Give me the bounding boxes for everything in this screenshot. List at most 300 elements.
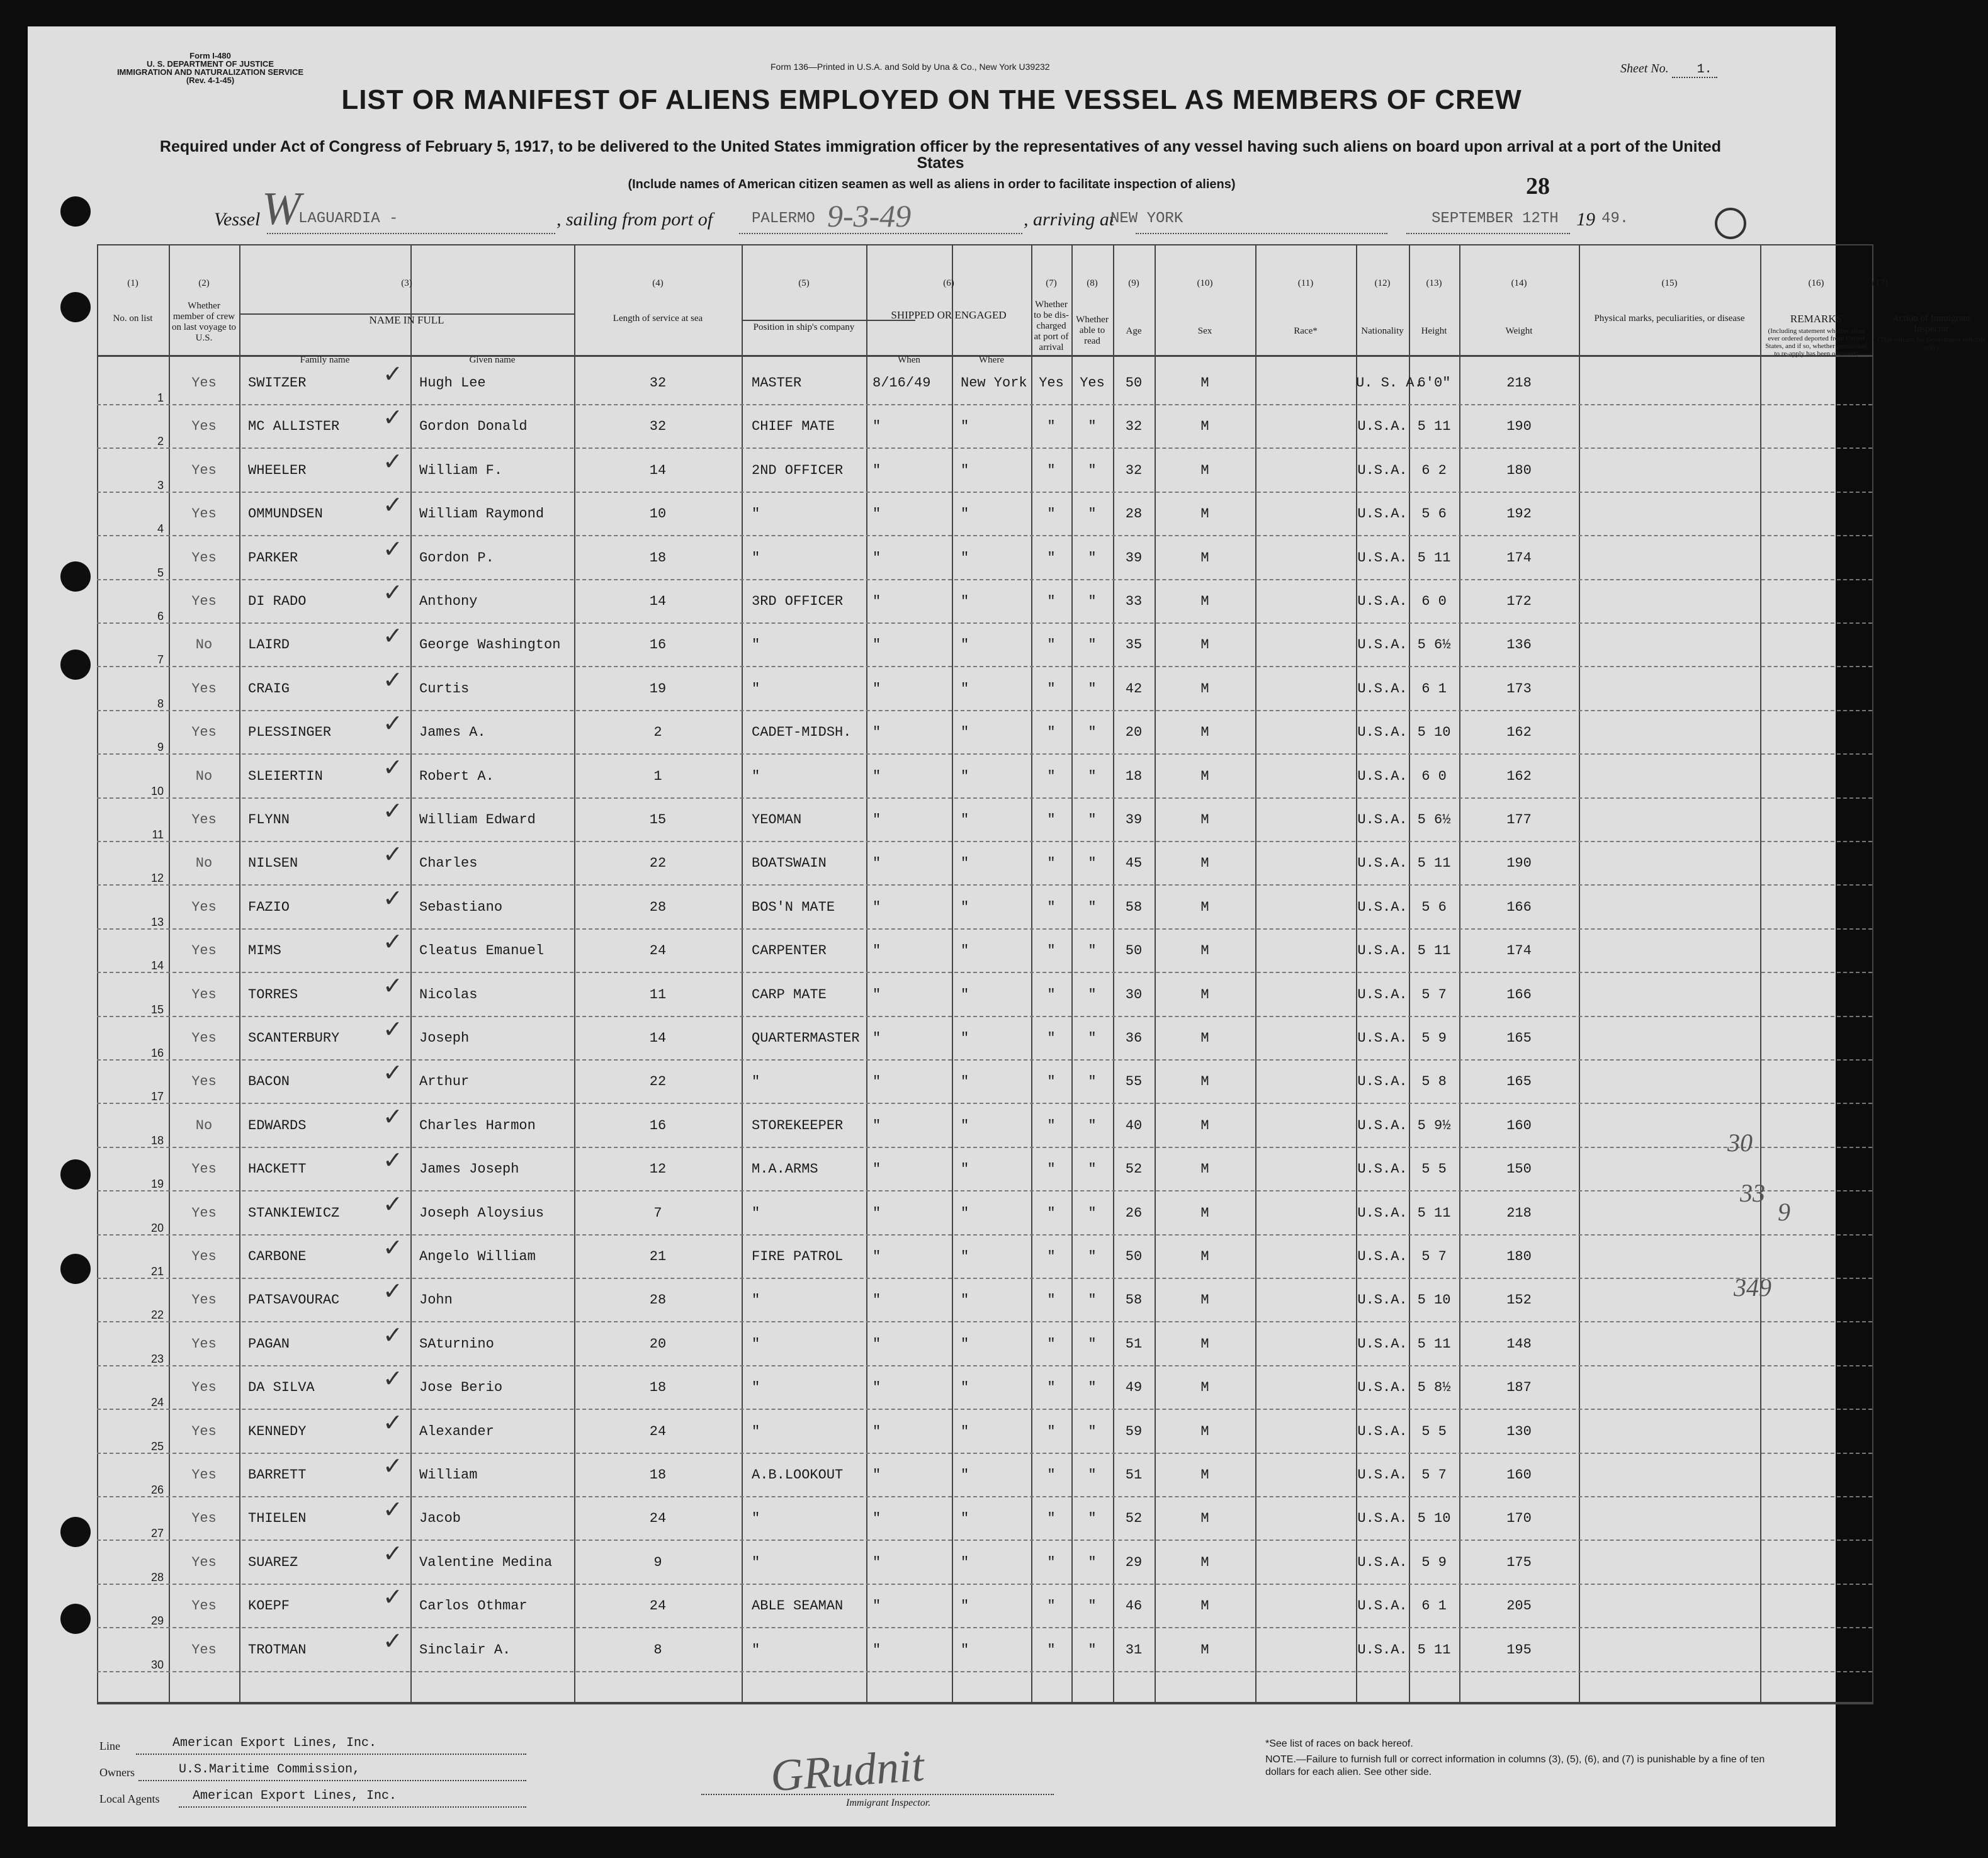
cell-height: 5 11 <box>1417 549 1451 566</box>
cell-sex: M <box>1200 680 1209 697</box>
cell-read: " <box>1088 1467 1097 1483</box>
cell-nationality: U.S.A. <box>1357 986 1408 1003</box>
cell-age: 46 <box>1125 1598 1143 1614</box>
cell-age: 51 <box>1125 1336 1143 1352</box>
cell-row-number: 19 <box>150 1178 164 1191</box>
cell-given-name: Charles Harmon <box>419 1117 536 1134</box>
check-mark: ✓ <box>383 667 403 694</box>
cell-nationality: U.S.A. <box>1357 1030 1408 1046</box>
cell-age: 52 <box>1125 1161 1143 1178</box>
header-race: Race* <box>1294 326 1318 336</box>
cell-nationality: U.S.A. <box>1357 1423 1408 1439</box>
cell-when: " <box>873 1423 881 1439</box>
cell-given-name: Alexander <box>419 1423 494 1439</box>
cell-prev-voyage: Yes <box>191 724 217 741</box>
cell-height: 5 6½ <box>1417 637 1451 653</box>
cell-given-name: William F. <box>419 462 503 478</box>
cell-when: " <box>873 1641 881 1658</box>
cell-row-number: 6 <box>157 610 164 622</box>
cell-age: 31 <box>1125 1641 1143 1658</box>
check-mark: ✓ <box>383 929 403 956</box>
cell-row-number: 29 <box>150 1614 164 1628</box>
cell-family-name: PATSAVOURAC <box>248 1292 340 1309</box>
cell-row-number: 8 <box>157 697 164 710</box>
cell-nationality: U.S.A. <box>1357 1117 1408 1134</box>
cell-nationality: U.S.A. <box>1357 899 1408 915</box>
cell-discharged: " <box>1047 549 1056 566</box>
check-mark: ✓ <box>383 1191 403 1218</box>
cell-where: " <box>961 506 969 522</box>
column-number: (13) <box>1426 278 1442 288</box>
cell-weight: 177 <box>1506 812 1532 828</box>
cell-read: " <box>1088 1554 1097 1570</box>
cell-height: 5 5 <box>1421 1161 1447 1178</box>
row-rule <box>97 1540 1872 1541</box>
row-rule <box>97 622 1872 624</box>
cell-given-name: William Raymond <box>419 506 545 522</box>
races-note: *See list of races on back hereof. <box>1265 1738 1413 1749</box>
cell-where: " <box>961 594 969 609</box>
cell-sex: M <box>1200 1249 1209 1264</box>
cell-where: " <box>961 1336 969 1352</box>
cell-sex: M <box>1200 419 1209 435</box>
cell-sex: M <box>1200 1205 1209 1221</box>
cell-nationality: U.S.A. <box>1357 1161 1408 1178</box>
cell-where: " <box>961 768 969 784</box>
cell-nationality: U.S.A. <box>1357 506 1408 522</box>
cell-given-name: Curtis <box>419 680 470 697</box>
cell-position: " <box>752 1423 760 1439</box>
year-prefix: 19 <box>1576 209 1595 230</box>
cell-nationality: U.S.A. <box>1357 1641 1408 1658</box>
cell-prev-voyage: Yes <box>191 1074 217 1090</box>
cell-height: 6 2 <box>1421 462 1447 478</box>
cell-sex: M <box>1200 855 1209 872</box>
cell-position: STOREKEEPER <box>752 1117 844 1134</box>
cell-service: 14 <box>649 594 667 609</box>
cell-read: " <box>1088 943 1097 959</box>
manifest-sheet <box>28 26 1985 1827</box>
header-where: Where <box>979 355 1004 365</box>
cell-weight: 174 <box>1506 943 1532 959</box>
handwritten-number: 28 <box>1526 173 1550 200</box>
cell-row-number: 28 <box>150 1570 164 1584</box>
row-rule <box>97 1016 1872 1017</box>
cell-height: 5 8 <box>1421 1074 1447 1090</box>
check-mark: ✓ <box>383 711 403 738</box>
cell-when: " <box>873 1554 881 1570</box>
cell-given-name: John <box>419 1292 453 1309</box>
cell-where: " <box>961 1380 969 1396</box>
cell-given-name: Valentine Medina <box>419 1554 553 1570</box>
sheet-number-label: Sheet No. <box>1620 62 1669 76</box>
check-mark: ✓ <box>383 1147 403 1174</box>
cell-sex: M <box>1200 724 1209 741</box>
form-id-line: Form I-480 <box>189 51 231 60</box>
cell-weight: 160 <box>1506 1117 1532 1134</box>
row-rule <box>97 1321 1872 1322</box>
sailing-port: PALERMO <box>752 210 815 227</box>
cell-sex: M <box>1200 1161 1209 1178</box>
cell-family-name: TROTMAN <box>248 1641 307 1658</box>
header-age: Age <box>1126 326 1142 336</box>
cell-where: " <box>961 1117 969 1134</box>
cell-prev-voyage: Yes <box>191 506 217 522</box>
table-top-rule <box>97 244 1872 245</box>
cell-family-name: FAZIO <box>248 899 290 915</box>
cell-family-name: CARBONE <box>248 1249 307 1264</box>
row-rule <box>97 1365 1872 1366</box>
cell-read: Yes <box>1080 375 1105 391</box>
column-number: (16) <box>1808 278 1824 288</box>
cell-prev-voyage: Yes <box>191 1641 217 1658</box>
cell-where: " <box>961 1554 969 1570</box>
cell-age: 18 <box>1125 768 1143 784</box>
cell-prev-voyage: Yes <box>191 1467 217 1483</box>
sheet-number-value: 1. <box>1672 62 1717 78</box>
cell-read: " <box>1088 1598 1097 1614</box>
port-underline <box>739 232 1022 234</box>
cell-nationality: U.S.A. <box>1357 419 1408 435</box>
check-mark: ✓ <box>383 1584 403 1611</box>
cell-nationality: U.S.A. <box>1357 1292 1408 1309</box>
header-crew-last-voyage: Whether member of crew on last voyage to U.S. <box>171 301 237 343</box>
document-subtitle: Required under Act of Congress of February 5, 1917, to be delivered to the United States immigration officer by the representatives of any vessel having such aliens on board upon arrival at a port of the United States <box>159 138 1722 172</box>
cell-read: " <box>1088 1205 1097 1221</box>
cell-age: 51 <box>1125 1467 1143 1483</box>
cell-prev-voyage: Yes <box>191 1554 217 1570</box>
cell-discharged: " <box>1047 1161 1056 1178</box>
punch-hole <box>60 561 91 592</box>
column-number: (1) <box>127 278 138 288</box>
cell-service: 14 <box>649 1030 667 1046</box>
header-able-to-read: Whether able to read <box>1076 315 1109 346</box>
cell-where: " <box>961 1641 969 1658</box>
cell-position: " <box>752 680 760 697</box>
cell-service: 19 <box>649 680 667 697</box>
cell-age: 36 <box>1125 1030 1143 1046</box>
circled-mark <box>1715 208 1746 239</box>
tally-mark: 30 <box>1727 1129 1753 1157</box>
cell-row-number: 7 <box>157 653 164 667</box>
cell-family-name: PARKER <box>248 549 298 566</box>
local-agents-label: Local Agents <box>99 1793 160 1805</box>
cell-read: " <box>1088 724 1097 741</box>
cell-given-name: James Joseph <box>419 1161 519 1178</box>
cell-weight: 166 <box>1506 899 1532 915</box>
cell-read: " <box>1088 899 1097 915</box>
line-underline <box>136 1752 526 1755</box>
row-rule <box>97 1627 1872 1628</box>
cell-given-name: William <box>419 1467 478 1483</box>
cell-discharged: " <box>1047 1074 1056 1090</box>
header-nationality: Nationality <box>1361 326 1404 336</box>
header-position: Position in ship's company <box>753 322 855 332</box>
row-rule <box>97 1409 1872 1410</box>
column-number: (14) <box>1511 278 1527 288</box>
cell-nationality: U.S.A. <box>1357 1511 1408 1527</box>
printer-line: Form 136—Printed in U.S.A. and Sold by Una & Co., New York U39232 <box>771 62 1050 72</box>
cell-read: " <box>1088 812 1097 828</box>
cell-position: CADET-MIDSH. <box>752 724 852 741</box>
row-rule <box>97 492 1872 493</box>
cell-where: " <box>961 680 969 697</box>
cell-service: 1 <box>653 768 662 784</box>
check-mark: ✓ <box>383 405 403 432</box>
cell-read: " <box>1088 1161 1097 1178</box>
cell-weight: 195 <box>1506 1641 1532 1658</box>
cell-row-number: 16 <box>150 1047 164 1059</box>
cell-position: " <box>752 549 760 566</box>
arrival-year: 49. <box>1601 210 1629 227</box>
cell-sex: M <box>1200 812 1209 828</box>
check-mark: ✓ <box>383 361 403 388</box>
cell-weight: 190 <box>1506 419 1532 435</box>
cell-position: " <box>752 1336 760 1352</box>
cell-service: 18 <box>649 549 667 566</box>
signature-underline <box>701 1793 1054 1795</box>
cell-where: " <box>961 1467 969 1483</box>
cell-when: " <box>873 1074 881 1090</box>
cell-nationality: U.S.A. <box>1357 812 1408 828</box>
form-id-line: U. S. DEPARTMENT OF JUSTICE <box>147 59 274 69</box>
cell-age: 33 <box>1125 594 1143 609</box>
cell-weight: 172 <box>1506 594 1532 609</box>
cell-given-name: Joseph Aloysius <box>419 1205 545 1221</box>
header-given-name: Given name <box>469 355 516 365</box>
header-inspector-action: Action of Immigrant Inspector <box>1892 313 1971 334</box>
cell-family-name: NILSEN <box>248 855 298 872</box>
row-rule <box>97 448 1872 449</box>
tally-mark: 33 <box>1740 1179 1765 1207</box>
cell-row-number: 15 <box>150 1003 164 1016</box>
row-rule <box>97 1496 1872 1497</box>
cell-height: 5 8½ <box>1417 1380 1451 1396</box>
cell-when: 8/16/49 <box>873 375 931 391</box>
column-rule <box>1255 244 1257 1704</box>
cell-prev-voyage: Yes <box>191 594 217 609</box>
cell-weight: 218 <box>1506 375 1532 391</box>
cell-weight: 173 <box>1506 680 1532 697</box>
cell-age: 20 <box>1125 724 1143 741</box>
cell-given-name: Hugh Lee <box>419 375 486 391</box>
cell-weight: 165 <box>1506 1030 1532 1046</box>
arrival-date: SEPTEMBER 12TH <box>1432 210 1559 227</box>
cell-nationality: U.S.A. <box>1357 1598 1408 1614</box>
cell-nationality: U.S.A. <box>1357 855 1408 872</box>
column-number: (9) <box>1128 278 1139 288</box>
header-no-on-list: No. on list <box>113 313 153 324</box>
cell-when: " <box>873 1117 881 1134</box>
cell-read: " <box>1088 1030 1097 1046</box>
cell-read: " <box>1088 1511 1097 1527</box>
cell-row-number: 5 <box>157 566 164 579</box>
cell-row-number: 9 <box>157 741 164 754</box>
form-id-line: IMMIGRATION AND NATURALIZATION SERVICE <box>116 67 304 77</box>
cell-read: " <box>1088 768 1097 784</box>
column-number: (15) <box>1661 278 1678 288</box>
cell-family-name: SCANTERBURY <box>248 1030 340 1046</box>
vessel-handwriting: W <box>262 183 301 235</box>
cell-position: " <box>752 506 760 522</box>
cell-where: " <box>961 1292 969 1309</box>
form-id-line: (Rev. 4-1-45) <box>186 76 235 85</box>
row-rule <box>97 1059 1872 1061</box>
cell-read: " <box>1088 1380 1097 1396</box>
punch-hole <box>60 650 91 680</box>
cell-discharged: " <box>1047 812 1056 828</box>
cell-read: " <box>1088 986 1097 1003</box>
cell-row-number: 10 <box>150 784 164 797</box>
cell-position: MASTER <box>752 375 802 391</box>
cell-where: " <box>961 637 969 653</box>
cell-weight: 180 <box>1506 462 1532 478</box>
cell-service: 20 <box>649 1336 667 1352</box>
cell-age: 32 <box>1125 462 1143 478</box>
column-rule <box>952 244 953 1704</box>
cell-weight: 170 <box>1506 1511 1532 1527</box>
check-mark: ✓ <box>383 1497 403 1524</box>
check-mark: ✓ <box>383 623 403 650</box>
cell-age: 59 <box>1125 1423 1143 1439</box>
cell-where: " <box>961 986 969 1003</box>
cell-sex: M <box>1200 1336 1209 1352</box>
cell-sex: M <box>1200 899 1209 915</box>
inspector-label: Immigrant Inspector. <box>846 1798 931 1808</box>
cell-given-name: James A. <box>419 724 486 741</box>
row-rule <box>97 1278 1872 1279</box>
cell-discharged: Yes <box>1039 375 1064 391</box>
cell-height: 5 9½ <box>1417 1117 1451 1134</box>
cell-prev-voyage: Yes <box>191 1423 217 1439</box>
cell-when: " <box>873 899 881 915</box>
column-number: (12) <box>1374 278 1391 288</box>
cell-family-name: OMMUNDSEN <box>248 506 323 522</box>
cell-position: " <box>752 1205 760 1221</box>
cell-given-name: Carlos Othmar <box>419 1598 528 1614</box>
cell-where: " <box>961 724 969 741</box>
cell-row-number: 17 <box>150 1090 164 1103</box>
check-mark: ✓ <box>383 1278 403 1305</box>
cell-age: 50 <box>1125 943 1143 959</box>
cell-prev-voyage: Yes <box>191 1161 217 1178</box>
line-value: American Export Lines, Inc. <box>172 1736 377 1750</box>
cell-discharged: " <box>1047 1030 1056 1046</box>
cell-given-name: Gordon P. <box>419 549 494 566</box>
inspector-signature: GRudnit <box>769 1740 926 1801</box>
check-mark: ✓ <box>383 448 403 475</box>
cell-position: 2ND OFFICER <box>752 462 844 478</box>
cell-height: 5 10 <box>1417 1292 1451 1309</box>
punch-hole <box>60 1517 91 1547</box>
punch-hole <box>60 1604 91 1634</box>
cell-position: " <box>752 1641 760 1658</box>
arrival-underline <box>1136 232 1387 234</box>
row-rule <box>97 1453 1872 1454</box>
cell-sex: M <box>1200 462 1209 478</box>
agents-underline <box>179 1805 526 1808</box>
cell-prev-voyage: Yes <box>191 375 217 391</box>
cell-position: FIRE PATROL <box>752 1249 844 1264</box>
cell-discharged: " <box>1047 986 1056 1003</box>
cell-position: BOATSWAIN <box>752 855 827 872</box>
cell-row-number: 26 <box>150 1484 164 1496</box>
row-rule <box>97 1234 1872 1236</box>
row-rule <box>97 710 1872 711</box>
cell-given-name: Angelo William <box>419 1249 536 1264</box>
cell-when: " <box>873 1249 881 1264</box>
cell-where: " <box>961 812 969 828</box>
cell-service: 21 <box>649 1249 667 1264</box>
check-mark: ✓ <box>383 536 403 563</box>
cell-height: 5 9 <box>1421 1554 1447 1570</box>
row-rule <box>97 1671 1872 1672</box>
cell-weight: 150 <box>1506 1161 1532 1178</box>
cell-where: " <box>961 855 969 872</box>
header-weight: Weight <box>1505 326 1533 336</box>
header-physical-marks: Physical marks, peculiarities, or disease <box>1594 313 1745 324</box>
cell-prev-voyage: Yes <box>191 812 217 828</box>
cell-service: 32 <box>649 375 667 391</box>
cell-discharged: " <box>1047 1205 1056 1221</box>
cell-discharged: " <box>1047 943 1056 959</box>
cell-height: 6 1 <box>1421 1598 1447 1614</box>
cell-when: " <box>873 1336 881 1352</box>
row-rule <box>97 797 1872 799</box>
cell-read: " <box>1088 419 1097 435</box>
cell-given-name: Charles <box>419 855 478 872</box>
cell-position: " <box>752 1074 760 1090</box>
cell-service: 14 <box>649 462 667 478</box>
cell-position: YEOMAN <box>752 812 802 828</box>
cell-sex: M <box>1200 594 1209 609</box>
cell-position: " <box>752 1554 760 1570</box>
check-mark: ✓ <box>383 1409 403 1436</box>
cell-where: " <box>961 943 969 959</box>
cell-position: " <box>752 637 760 653</box>
cell-age: 40 <box>1125 1117 1143 1134</box>
cell-weight: 190 <box>1506 855 1532 872</box>
cell-weight: 187 <box>1506 1380 1532 1396</box>
cell-family-name: FLYNN <box>248 812 290 828</box>
cell-sex: M <box>1200 1117 1209 1134</box>
cell-family-name: DA SILVA <box>248 1380 315 1396</box>
cell-read: " <box>1088 1074 1097 1090</box>
cell-height: 5 7 <box>1421 986 1447 1003</box>
cell-service: 12 <box>649 1161 667 1178</box>
cell-weight: 162 <box>1506 768 1532 784</box>
cell-prev-voyage: Yes <box>191 1249 217 1264</box>
cell-row-number: 24 <box>150 1396 164 1409</box>
row-rule <box>97 1584 1872 1585</box>
cell-where: New York <box>961 375 1027 391</box>
cell-age: 58 <box>1125 1292 1143 1309</box>
check-mark: ✓ <box>383 1366 403 1393</box>
cell-weight: 192 <box>1506 506 1532 522</box>
cell-height: 5 5 <box>1421 1423 1447 1439</box>
cell-discharged: " <box>1047 594 1056 609</box>
row-rule <box>97 1147 1872 1148</box>
cell-read: " <box>1088 506 1097 522</box>
cell-service: 28 <box>649 1292 667 1309</box>
cell-row-number: 27 <box>150 1527 164 1540</box>
cell-prev-voyage: No <box>195 1117 213 1134</box>
row-rule <box>97 579 1872 580</box>
cell-read: " <box>1088 1641 1097 1658</box>
cell-prev-voyage: Yes <box>191 899 217 915</box>
cell-family-name: HACKETT <box>248 1161 307 1178</box>
cell-nationality: U.S.A. <box>1357 768 1408 784</box>
